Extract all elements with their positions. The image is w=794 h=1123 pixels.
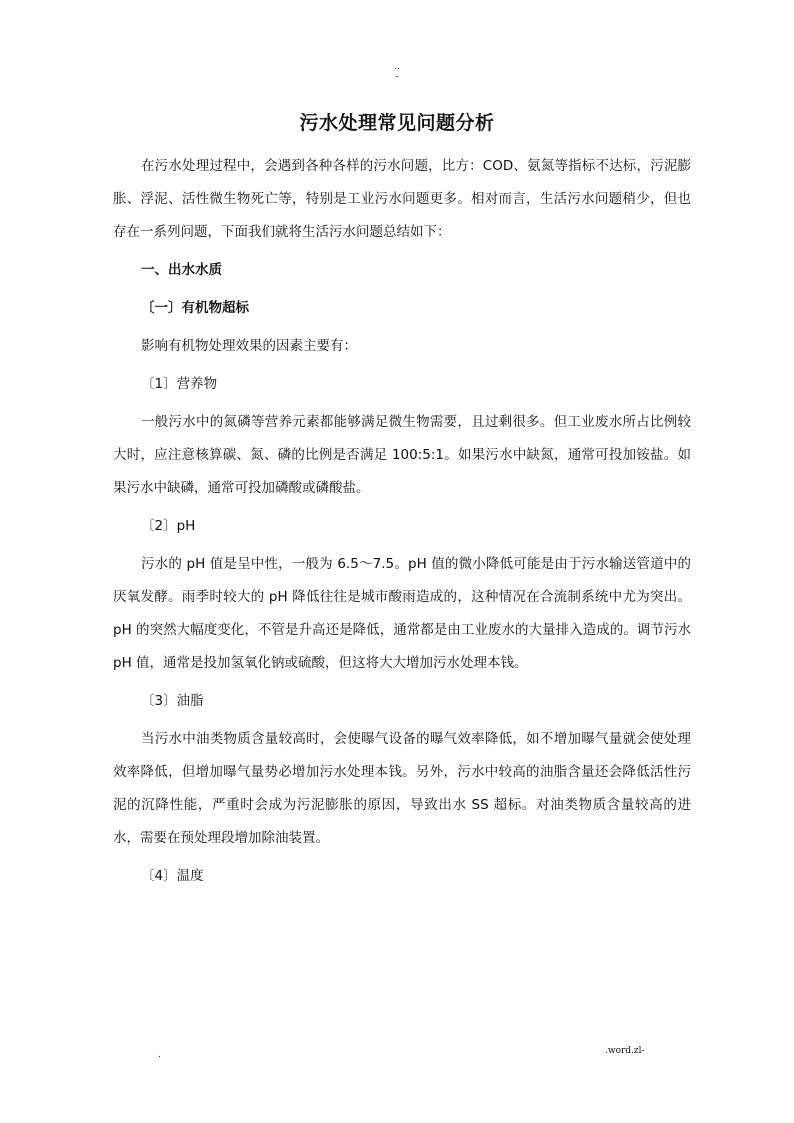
factors-paragraph: 影响有机物处理效果的因素主要有： <box>141 338 357 354</box>
item-heading-temperature: 〔4〕温度 <box>141 868 204 884</box>
subsection-heading: 〔一〕有机物超标 <box>141 300 249 316</box>
footer-left: . <box>158 1050 161 1060</box>
item-text-nutrients: 一般污水中的氮磷等营养元素都能够满足微生物需要，且过剩很多。但工业废水所占比例较大时，应注意核算碳、氮、磷的比例是否满足 100:5:1。如果污水中缺氮，通常可投加铵盐。如果污水中缺磷，通常可投加磷酸或磷酸盐。 <box>113 414 691 496</box>
item-text-grease: 当污水中油类物质含量较高时，会使曝气设备的曝气效率降低，如不增加曝气量就会使处理效率降低，但增加曝气量势必增加污水处理本钱。另外，污水中较高的油脂含量还会降低活性污泥的沉降性能，严重时会成为污泥膨胀的原因，导致出水 SS 超标。对油类物质含量较高的进水，需要在预处理段增加除油装置。 <box>113 731 691 846</box>
section-heading: 一、出水水质 <box>141 262 222 278</box>
page-header <box>0 62 794 82</box>
document-body <box>113 150 691 893</box>
item-text-ph: 污水的 pH 值是呈中性，一般为 6.5～7.5。pH 值的微小降低可能是由于污水输送管道中的厌氧发酵。雨季时较大的 pH 降低往往是城市酸雨造成的，这种情况在合流制系统中尤为突出。pH 的突然大幅度变化，不管是升高还是降低，通常都是由工业废水的大量排入造成的。调节污水 pH 值，通常是投加氢氧化钠或硫酸，但这将大大增加污水处理本钱。 <box>113 556 691 671</box>
header-dots: .. <box>394 62 400 72</box>
intro-paragraph: 在污水处理过程中，会遇到各种各样的污水问题，比方：COD、氨氮等指标不达标，污泥膨胀、浮泥、活性微生物死亡等，特别是工业污水问题更多。相对而言，生活污水问题稍少，但也存在一系列问题，下面我们就将生活污水问题总结如下： <box>113 158 691 240</box>
item-heading-ph: 〔2〕pH <box>141 518 196 534</box>
item-heading-grease: 〔3〕油脂 <box>141 693 204 709</box>
document-title: 污水处理常见问题分析 <box>299 112 495 134</box>
header-dash: - <box>395 72 399 82</box>
footer-right: .word.zl- <box>605 1046 645 1056</box>
item-heading-nutrients: 〔1〕营养物 <box>141 376 218 392</box>
